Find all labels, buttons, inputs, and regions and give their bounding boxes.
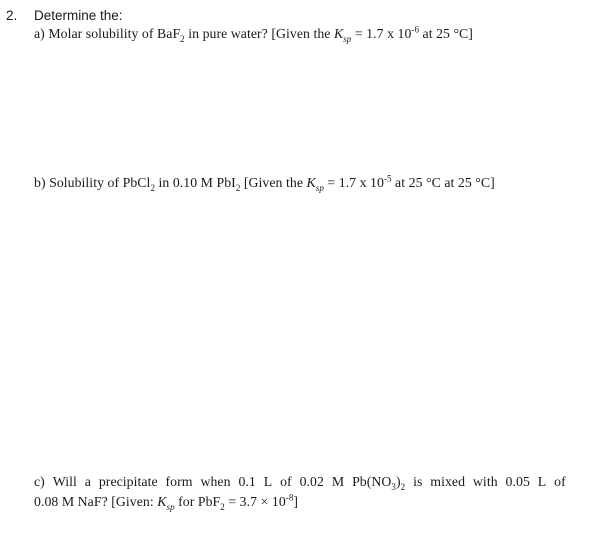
ksp-subscript: sp (315, 182, 324, 193)
part-b-text: Solubility of PbCl (49, 175, 151, 190)
word: a (84, 474, 91, 489)
exponent: -5 (383, 173, 392, 184)
part-a (34, 26, 473, 42)
part-c-text: for PbF (174, 494, 221, 509)
part-c-label: c) (34, 474, 45, 489)
ksp-subscript: sp (343, 33, 352, 44)
part-a-text: at 25 °C] (419, 26, 473, 41)
subscript: 2 (400, 481, 406, 492)
subscript: 2 (235, 182, 241, 193)
word: L (263, 474, 273, 489)
word: 0.05 (505, 474, 530, 489)
word: M (331, 474, 345, 489)
part-c-line-1 (34, 474, 566, 490)
subscript: 3 (391, 481, 396, 492)
word: of (554, 474, 566, 489)
question-heading: Determine the: (34, 8, 123, 23)
word: 0.1 (238, 474, 256, 489)
part-b-label: b) (34, 175, 46, 190)
word: 0.02 (299, 474, 324, 489)
word: is (413, 474, 423, 489)
word: form (165, 474, 193, 489)
question-number: 2. (6, 8, 18, 23)
part-b-text: at 25 °C at 25 °C] (391, 175, 495, 190)
part-a-label: a) (34, 26, 45, 41)
part-a-text: in pure water? [Given the (184, 26, 334, 41)
ksp-subscript: sp (166, 501, 175, 512)
formula-part: Pb(NO (352, 474, 392, 489)
word: L (537, 474, 547, 489)
part-b-text: in 0.10 M PbI (155, 175, 236, 190)
part-c-line-2 (34, 494, 298, 510)
part-c-text: = 3.7 × 10 (224, 494, 286, 509)
word: mixed (430, 474, 466, 489)
part-a-text: = 1.7 x 10 (351, 26, 412, 41)
exponent: -8 (285, 492, 294, 503)
subscript: 2 (220, 501, 225, 512)
formula-part: ) (395, 474, 401, 489)
part-a-text: Molar solubility of BaF (48, 26, 181, 41)
part-c-text: 0.08 M NaF? [Given: (34, 494, 158, 509)
part-b (34, 175, 495, 191)
word: precipitate (98, 474, 158, 489)
ksp-symbol: K (157, 494, 167, 509)
ksp-symbol: K (306, 175, 316, 190)
ksp-symbol: K (333, 26, 344, 41)
subscript: 2 (180, 33, 185, 44)
word: Will (52, 474, 77, 489)
word: with (472, 474, 498, 489)
exponent: -6 (411, 24, 420, 35)
part-c-text: ] (293, 494, 299, 509)
subscript: 2 (150, 182, 155, 193)
word: when (200, 474, 231, 489)
word: of (280, 474, 292, 489)
part-b-text: [Given the (240, 175, 307, 190)
lead-nitrate-formula (352, 474, 405, 490)
part-b-text: = 1.7 x 10 (323, 175, 384, 190)
